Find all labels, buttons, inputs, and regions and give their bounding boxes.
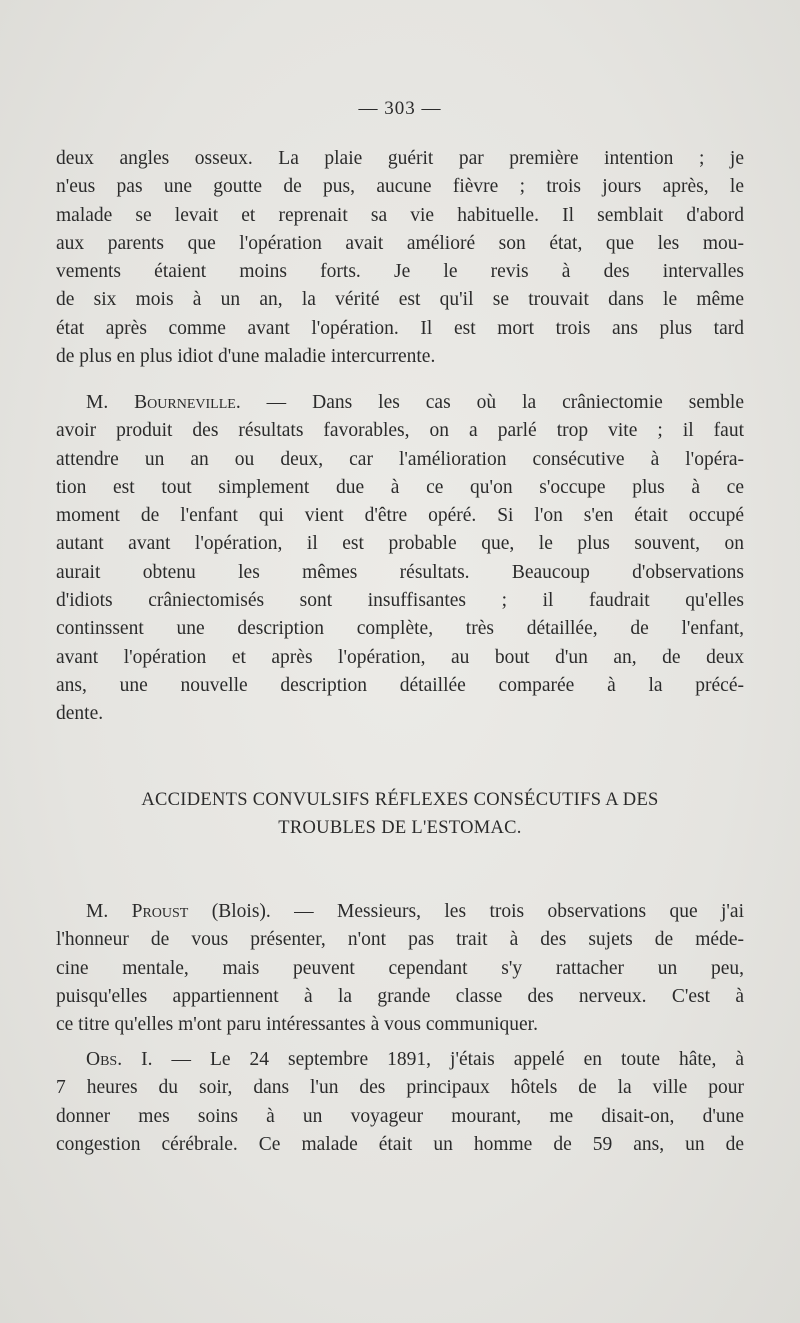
- text-line: n'eus pas une goutte de pus, aucune fièvre ; trois jours après, le: [56, 176, 744, 198]
- speaker-name: Proust: [131, 901, 189, 922]
- text-line: dente.: [56, 703, 104, 725]
- text-line: congestion cérébrale. Ce malade était un homme de 59 ans, un de: [56, 1133, 744, 1155]
- speaker-prefix: M.: [86, 901, 132, 922]
- text-line: avant l'opération et après l'opération, au bout d'un an, de deux: [56, 646, 744, 668]
- text-line: aux parents que l'opération avait amélioré son état, que les mou-: [56, 232, 744, 254]
- line-rest: . — Le 24 septembre 1891, j'étais appelé en toute hâte, à: [147, 1049, 744, 1070]
- page-number: — 303 —: [358, 98, 442, 119]
- text-line: continssent une description complète, très détaillée, de l'enfant,: [56, 618, 744, 640]
- text-line: cine mentale, mais peuvent cependant s'y rattacher un peu,: [56, 957, 744, 979]
- observation-label: Obs. I: [86, 1049, 148, 1070]
- text-line: deux angles osseux. La plaie guérit par première intention ; je: [56, 148, 744, 169]
- text-line: l'honneur de vous présenter, n'ont pas trait à des sujets de méde-: [56, 929, 744, 951]
- text-line: donner mes soins à un voyageur mourant, me disait-on, d'une: [56, 1105, 744, 1127]
- text-line: de plus en plus idiot d'une maladie intercurrente.: [56, 346, 436, 368]
- text-line: de six mois à un an, la vérité est qu'il se trouvait dans le même: [56, 289, 744, 311]
- text-line: ans, une nouvelle description détaillée comparée à la précé-: [56, 674, 744, 696]
- text-line: d'idiots crâniectomisés sont insuffisantes ; il faudrait qu'elles: [56, 590, 744, 612]
- paragraph-observation: [56, 1046, 744, 1159]
- text-line: [56, 898, 744, 926]
- text-line: autant avant l'opération, il est probable que, le plus souvent, on: [56, 533, 744, 555]
- text-line: vements étaient moins forts. Je le revis à des intervalles: [56, 261, 744, 283]
- paragraph-proust: [56, 898, 744, 1039]
- paragraph-bourneville: [56, 389, 744, 729]
- section-heading-line: ACCIDENTS CONVULSIFS RÉFLEXES CONSÉCUTIFS A DES: [141, 790, 659, 810]
- text-line: malade se levait et reprenait sa vie habituelle. Il semblait d'abord: [56, 204, 744, 226]
- section-heading: [0, 786, 800, 842]
- text-line: 7 heures du soir, dans l'un des principaux hôtels de la ville pour: [56, 1077, 744, 1099]
- speaker-prefix: M.: [86, 392, 135, 413]
- line-rest: (Blois). — Messieurs, les trois observations que j'ai: [188, 901, 744, 922]
- text-line: état après comme avant l'opération. Il est mort trois ans plus tard: [56, 317, 744, 339]
- line-rest: . — Dans les cas où la crâniectomie semble: [235, 392, 744, 413]
- text-line: attendre un an ou deux, car l'amélioration consécutive à l'opéra-: [56, 448, 744, 470]
- speaker-name: Bourneville: [134, 392, 236, 413]
- text-line: avoir produit des résultats favorables, on a parlé trop vite ; il faut: [56, 420, 744, 442]
- text-line: [56, 1046, 744, 1074]
- text-line: ce titre qu'elles m'ont paru intéressantes à vous communiquer.: [56, 1014, 538, 1036]
- text-line: puisqu'elles appartiennent à la grande classe des nerveux. C'est à: [56, 985, 744, 1007]
- section-heading-line: TROUBLES DE L'ESTOMAC.: [278, 818, 522, 838]
- text-line: [56, 389, 744, 417]
- text-line: moment de l'enfant qui vient d'être opéré. Si l'on s'en était occupé: [56, 505, 744, 527]
- paragraph-continuation: [56, 145, 744, 371]
- text-line: tion est tout simplement due à ce qu'on s'occupe plus à ce: [56, 476, 744, 498]
- text-line: aurait obtenu les mêmes résultats. Beaucoup d'observations: [56, 561, 744, 583]
